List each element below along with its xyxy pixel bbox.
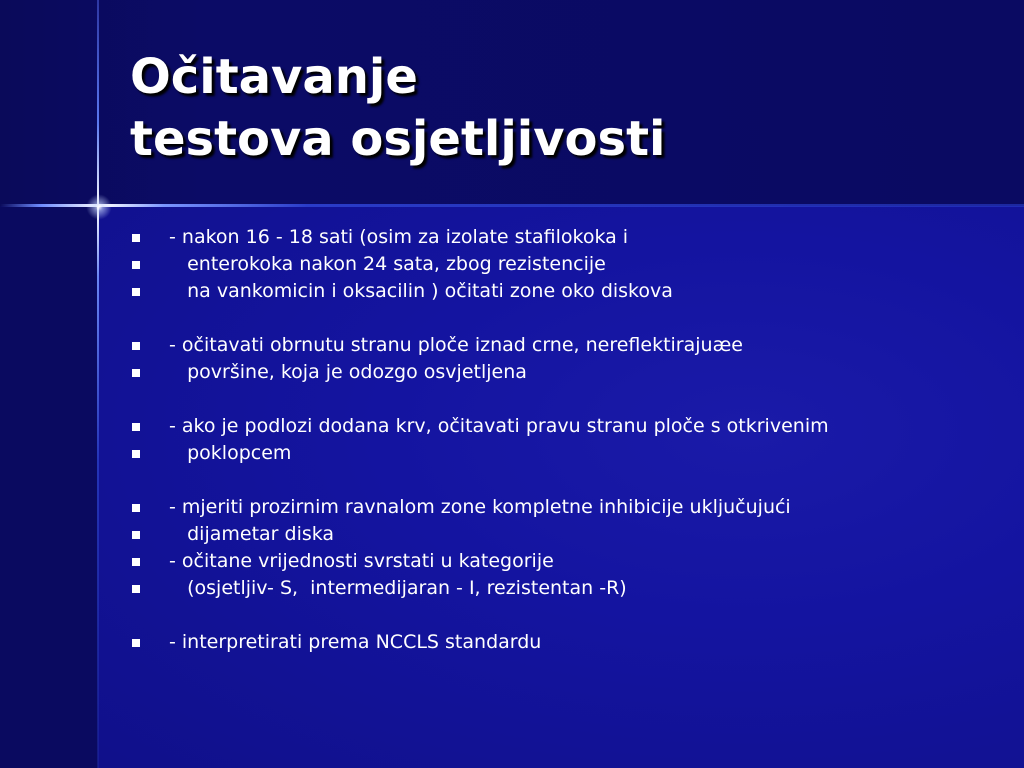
list-spacer xyxy=(130,602,1010,629)
square-bullet-icon xyxy=(132,234,140,242)
list-item xyxy=(130,413,1010,440)
list-item xyxy=(130,521,1010,548)
list-item xyxy=(130,332,1010,359)
list-item xyxy=(130,494,1010,521)
square-bullet-icon xyxy=(132,288,140,296)
sparkle-icon xyxy=(84,192,114,222)
bullet-text: na vankomicin i oksacilin ) očitati zone oko diskova xyxy=(169,280,673,302)
horizontal-divider xyxy=(0,204,1024,207)
bullet-text: poklopcem xyxy=(169,442,292,464)
bullet-text: - mjeriti prozirnim ravnalom zone kompletne inhibicije uključujući xyxy=(169,496,791,518)
square-bullet-icon xyxy=(132,639,140,647)
list-item xyxy=(130,440,1010,467)
title-line-1: Očitavanje xyxy=(130,49,418,105)
square-bullet-icon xyxy=(132,531,140,539)
square-bullet-icon xyxy=(132,261,140,269)
list-item xyxy=(130,278,1010,305)
list-item xyxy=(130,629,1010,656)
bullet-text: - očitane vrijednosti svrstati u kategorije xyxy=(169,550,554,572)
list-spacer xyxy=(130,305,1010,332)
list-item xyxy=(130,575,1010,602)
square-bullet-icon xyxy=(132,369,140,377)
left-band xyxy=(0,206,98,768)
list-item xyxy=(130,359,1010,386)
bullet-text: - interpretirati prema NCCLS standardu xyxy=(169,631,542,653)
list-spacer xyxy=(130,386,1010,413)
vertical-divider xyxy=(97,0,99,768)
list-item xyxy=(130,224,1010,251)
square-bullet-icon xyxy=(132,423,140,431)
list-item xyxy=(130,251,1010,278)
bullet-text: - očitavati obrnutu stranu ploče iznad crne, nereflektirajuæe xyxy=(169,334,743,356)
bullet-list xyxy=(130,224,1010,656)
title-line-2: testova osjetljivosti xyxy=(130,111,666,167)
list-item xyxy=(130,548,1010,575)
bullet-text: (osjetljiv- S, intermedijaran - I, rezistentan -R) xyxy=(169,577,627,599)
square-bullet-icon xyxy=(132,450,140,458)
bullet-text: - ako je podlozi dodana krv, očitavati pravu stranu ploče s otkrivenim xyxy=(169,415,829,437)
square-bullet-icon xyxy=(132,342,140,350)
bullet-text: - nakon 16 - 18 sati (osim za izolate stafilokoka i xyxy=(169,226,629,248)
square-bullet-icon xyxy=(132,585,140,593)
square-bullet-icon xyxy=(132,504,140,512)
square-bullet-icon xyxy=(132,558,140,566)
slide-title xyxy=(130,46,990,170)
bullet-text: enterokoka nakon 24 sata, zbog rezistencije xyxy=(169,253,606,275)
bullet-text: površine, koja je odozgo osvjetljena xyxy=(169,361,527,383)
bullet-text: dijametar diska xyxy=(169,523,335,545)
list-spacer xyxy=(130,467,1010,494)
